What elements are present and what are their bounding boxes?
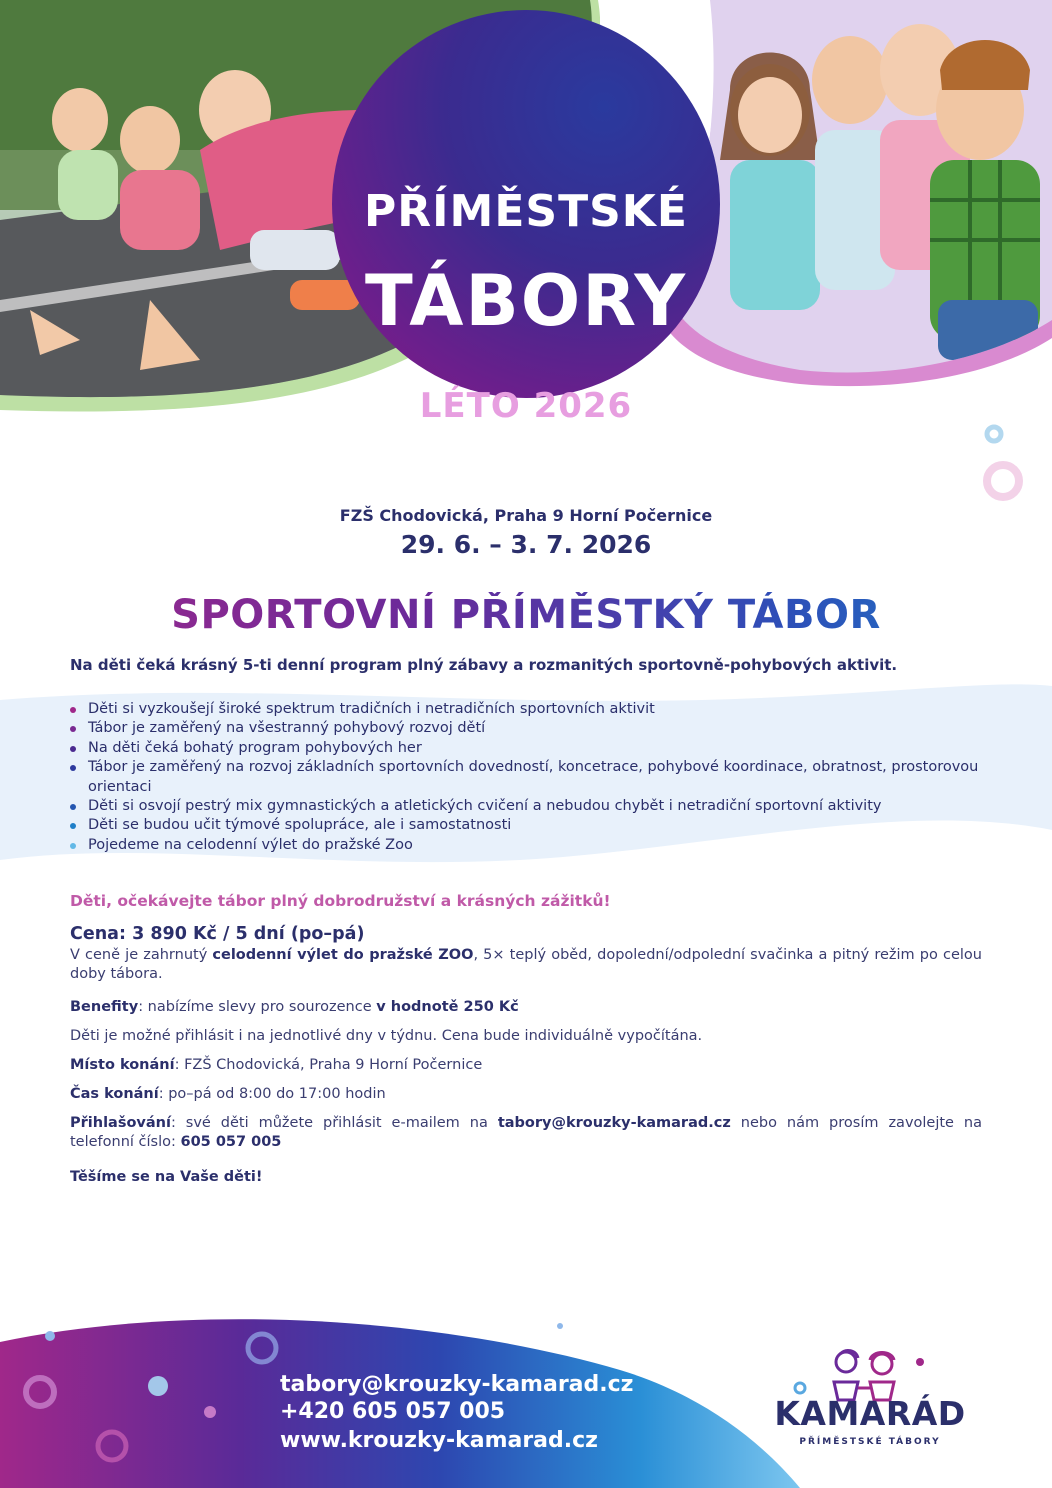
single-days-note: Děti je možné přihlásit i na jednotlivé dny v týdnu. Cena bude individuálně vypočítána. bbox=[70, 1028, 703, 1044]
bullet-dot-icon bbox=[70, 765, 76, 771]
activity-item-text: Pojedeme na celodenní výlet do pražské Zoo bbox=[88, 836, 413, 853]
closing-text: Těšíme se na Vaše děti! bbox=[70, 1169, 263, 1185]
price-note: V ceně je zahrnutý celodenní výlet do pražské ZOO, 5× teplý oběd, dopolední/odpolední svačinka a pitný režim po celou doby tábora. bbox=[70, 947, 982, 982]
footer-phone[interactable]: +420 605 057 005 bbox=[280, 1399, 506, 1424]
time-info: Čas konání: po–pá od 8:00 do 17:00 hodin bbox=[70, 1086, 386, 1102]
bullet-dot-icon bbox=[70, 804, 76, 810]
decorative-bubbles bbox=[980, 420, 1040, 510]
activity-item bbox=[68, 719, 998, 738]
signup-phone[interactable]: 605 057 005 bbox=[180, 1134, 282, 1150]
signup-info: Přihlašování: své děti můžete přihlásit e-mailem na tabory@krouzky-kamarad.cz nebo nám prosím zavolejte na telefonní číslo: 605 057 005 bbox=[70, 1115, 983, 1150]
logo-name: KAMARÁD bbox=[774, 1394, 966, 1433]
price: Cena: 3 890 Kč / 5 dní (po–pá) bbox=[70, 924, 365, 944]
signup-email-link[interactable]: tabory@krouzky-kamarad.cz bbox=[497, 1115, 731, 1131]
bullet-dot-icon bbox=[70, 746, 76, 752]
activity-item bbox=[68, 816, 998, 835]
footer-website[interactable]: www.krouzky-kamarad.cz bbox=[280, 1428, 598, 1453]
hero-title-line2: TÁBORY bbox=[364, 260, 688, 342]
activity-list bbox=[68, 700, 998, 855]
activity-item-text: Děti se budou učit týmové spolupráce, ale i samostatnosti bbox=[88, 817, 512, 834]
hero-circle bbox=[332, 10, 720, 426]
bullet-dot-icon bbox=[70, 726, 76, 732]
activity-item-text: Tábor je zaměřený na všestranný pohybový rozvoj dětí bbox=[88, 720, 486, 737]
activity-item-text: Děti si osvojí pestrý mix gymnastických a atletických cvičení a nebudou chybět i netradiční sportovní aktivity bbox=[88, 798, 882, 815]
activity-item bbox=[68, 758, 998, 797]
venue: FZŠ Chodovická, Praha 9 Horní Počernice bbox=[339, 506, 713, 525]
hero-season: LÉTO 2026 bbox=[419, 386, 633, 426]
intro-text: Na děti čeká krásný 5-ti denní program plný zábavy a rozmanitých sportovně-pohybových aktivit. bbox=[70, 656, 898, 674]
footer-email[interactable]: tabory@krouzky-kamarad.cz bbox=[280, 1372, 634, 1397]
bullet-dot-icon bbox=[70, 707, 76, 713]
activity-item-text: Tábor je zaměřený na rozvoj základních sportovních dovedností, koncetrace, pohybové koordinace, obratnost, prostorovou orientaci bbox=[88, 759, 979, 795]
bullet-dot-icon bbox=[70, 823, 76, 829]
activity-item bbox=[68, 739, 998, 758]
benefits: Benefity: nabízíme slevy pro sourozence v hodnotě 250 Kč bbox=[70, 999, 519, 1015]
activity-item-text: Děti si vyzkoušejí široké spektrum tradičních i netradičních sportovních aktivit bbox=[88, 701, 655, 717]
camp-dates: 29. 6. – 3. 7. 2026 bbox=[400, 530, 652, 559]
activity-item bbox=[68, 797, 998, 816]
activity-item bbox=[68, 836, 998, 855]
tagline: Děti, očekávejte tábor plný dobrodružství a krásných zážitků! bbox=[70, 892, 611, 910]
logo-subtitle: PŘÍMĚSTSKÉ TÁBORY bbox=[799, 1437, 941, 1447]
activity-item bbox=[68, 700, 998, 719]
place-info: Místo konání: FZŠ Chodovická, Praha 9 Horní Počernice bbox=[70, 1057, 483, 1073]
activity-item-text: Na děti čeká bohatý program pohybových her bbox=[88, 739, 422, 756]
camp-title: SPORTOVNÍ PŘÍMĚSTKÝ TÁBOR bbox=[0, 592, 1052, 638]
bullet-dot-icon bbox=[70, 843, 76, 849]
hero-title-line1: PŘÍMĚSTSKÉ bbox=[364, 186, 688, 237]
